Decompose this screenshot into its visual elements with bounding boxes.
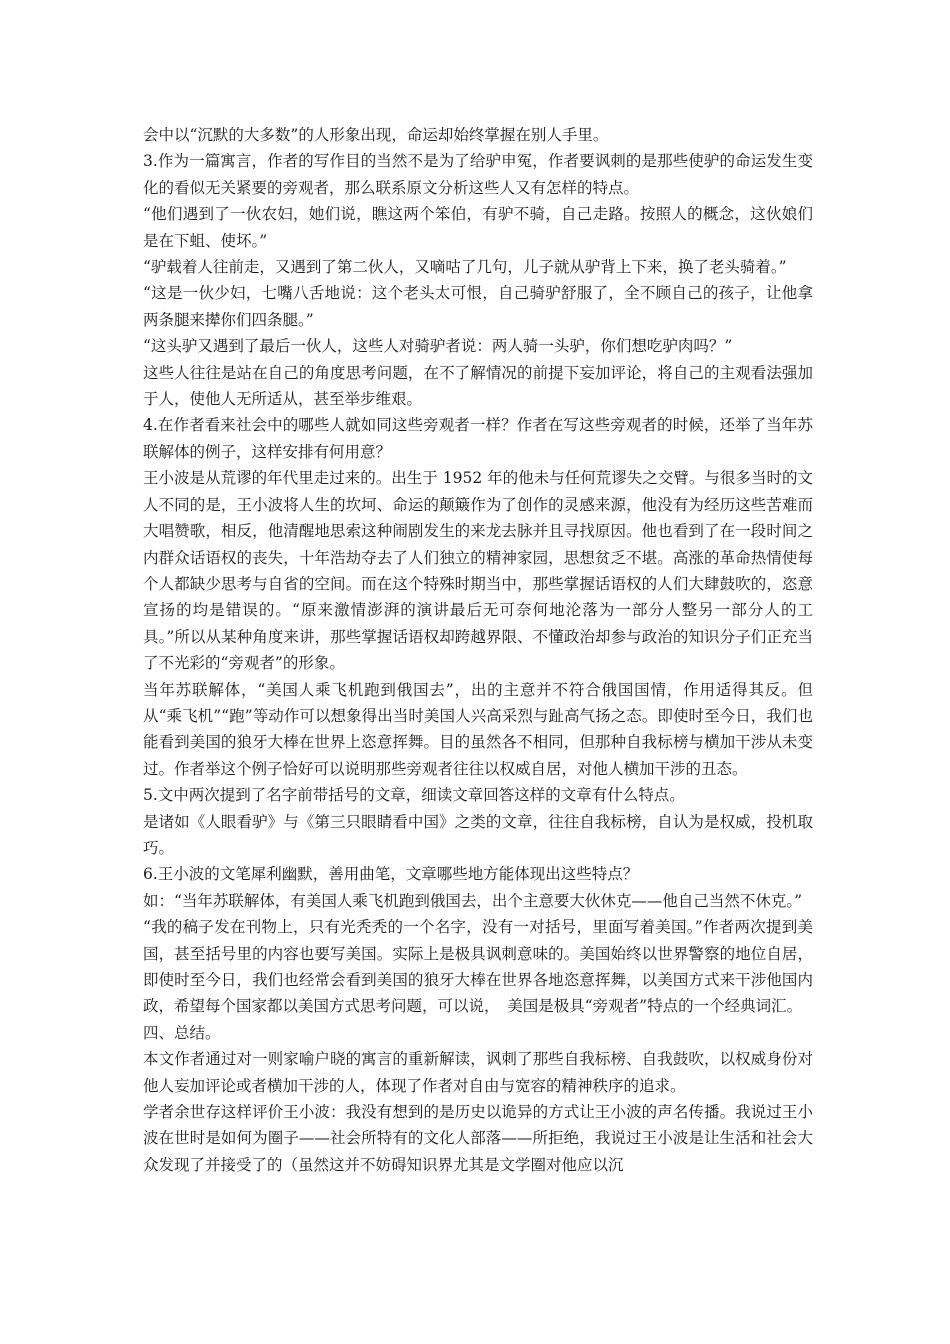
question-6: 6.王小波的文笔犀利幽默，善用曲笔，文章哪些地方能体现出这些特点？ (143, 865, 639, 884)
summary-paragraph: 学者余世存这样评价王小波：我没有想到的是历史以诡异的方式让王小波的声名传播。我说过王小波在世时是如何为圈子——社会所特有的文化人部落——所拒绝，我说过王小波是让生活和社会大众发现了并接受了的（虽然这并不妨碍知识界尤其是文学圈对他应以沉 (143, 1103, 813, 1174)
quote-paragraph: “他们遇到了一伙农妇，她们说，瞧这两个笨伯，有驴不骑，自己走路。按照人的概念，这伙娘们是在下蛆、使坏。” (143, 205, 813, 250)
paragraph: 会中以“沉默的大多数”的人形象出现，命运却始终掌握在别人手里。 (143, 126, 609, 144)
answer-paragraph: 王小波是从荒谬的年代里走过来的。出生于 1952 年的他未与任何荒谬失之交臂。与很多当时的文人不同的是，王小波将人生的坎坷、命运的颠簸作为了创作的灵感来源，他没有为经历这些苦难而大唱赞歌，相反，他清醒地思索这种闹剧发生的来龙去脉并且寻找原因。他也看到了在一段时间之内群众话语权的丧失，十年浩劫夺去了人们独立的精神家园，思想贫乏不堪。高涨的革命热情使每个人都缺少思考与自省的空间。而在这个特殊时期当中，那些掌握话语权的人们大肆鼓吹的，恣意宣扬的均是错误的。“原来激情澎湃的演讲最后无可奈何地沦落为一部分人整另一部分人的工具。”所以从某种角度来讲，那些掌握话语权却跨越界限、不懂政治却参与政治的知识分子们正充当了不光彩的“旁观者”的形象。 (143, 469, 813, 673)
answer-paragraph: 当年苏联解体，“美国人乘飞机跑到俄国去”，出的主意并不符合俄国国情，作用适得其反。但从“乘飞机”“跑”等动作可以想象得出当时美国人兴高采烈与趾高气扬之态。即使时至今日，我们也能看到美国的狼牙大棒在世界上恣意挥舞。目的虽然各不相同，但那种自我标榜与横加干涉从未变过。作者举这个例子恰好可以说明那些旁观者往往以权威自居，对他人横加干涉的丑态。 (143, 680, 813, 778)
quote-paragraph: “这是一伙少妇，七嘴八舌地说：这个老头太可恨，自己骑驴舒服了，全不顾自己的孩子，让他拿两条腿来撵你们四条腿。” (143, 284, 813, 329)
answer-paragraph: “我的稿子发在刊物上，只有光秃秃的一个名字，没有一对括号，里面写着美国。”作者两次提到美国，甚至括号里的内容也要写美国。实际上是极具讽刺意味的。美国始终以世界警察的地位自居，即使时至今日，我们也经常会看到美国的狼牙大棒在世界各地恣意挥舞，以美国方式来干涉他国内政，希望每个国家都以美国方式思考问题，可以说， 美国是极具“旁观者”特点的一个经典词汇。 (143, 918, 813, 1016)
answer-paragraph: 这些人往往是站在自己的角度思考问题，在不了解情况的前提下妄加评论，将自己的主观看法强加于人，使他人无所适从，甚至举步维艰。 (143, 363, 813, 409)
summary-paragraph: 本文作者通过对一则家喻户晓的寓言的重新解读，讽刺了那些自我标榜、自我鼓吹，以权威身份对他人妄加评论或者横加干涉的人，体现了作者对自由与宽容的精神秩序的追求。 (143, 1050, 813, 1095)
document-body (143, 122, 813, 1178)
quote-paragraph: 如：“当年苏联解体，有美国人乘飞机跑到俄国去，出个主意要大伙休克——他自己当然不休克。” (143, 891, 803, 910)
question-4: 4.在作者看来社会中的哪些人就如同这些旁观者一样？作者在写这些旁观者的时候，还举了当年苏联解体的例子，这样安排有何用意？ (143, 416, 813, 461)
question-5: 5.文中两次提到了名字前带括号的文章，细读文章回答这样的文章有什么特点。 (143, 786, 685, 805)
section-heading: 四、总结。 (143, 1023, 221, 1042)
question-3: 3.作为一篇寓言，作者的写作目的当然不是为了给驴申冤，作者要讽刺的是那些使驴的命运发生变化的看似无关紧要的旁观者，那么联系原文分析这些人又有怎样的特点。 (143, 152, 813, 197)
answer-paragraph: 是诸如《人眼看驴》与《第三只眼睛看中国》之类的文章，往往自我标榜，自认为是权威，投机取巧。 (143, 812, 813, 857)
quote-paragraph: “这头驴又遇到了最后一伙人，这些人对骑驴者说：两人骑一头驴，你们想吃驴肉吗？” (143, 337, 733, 356)
quote-paragraph: “驴载着人往前走，又遇到了第二伙人，又嘀咕了几句，儿子就从驴背上下来，换了老头骑着。” (143, 258, 787, 277)
